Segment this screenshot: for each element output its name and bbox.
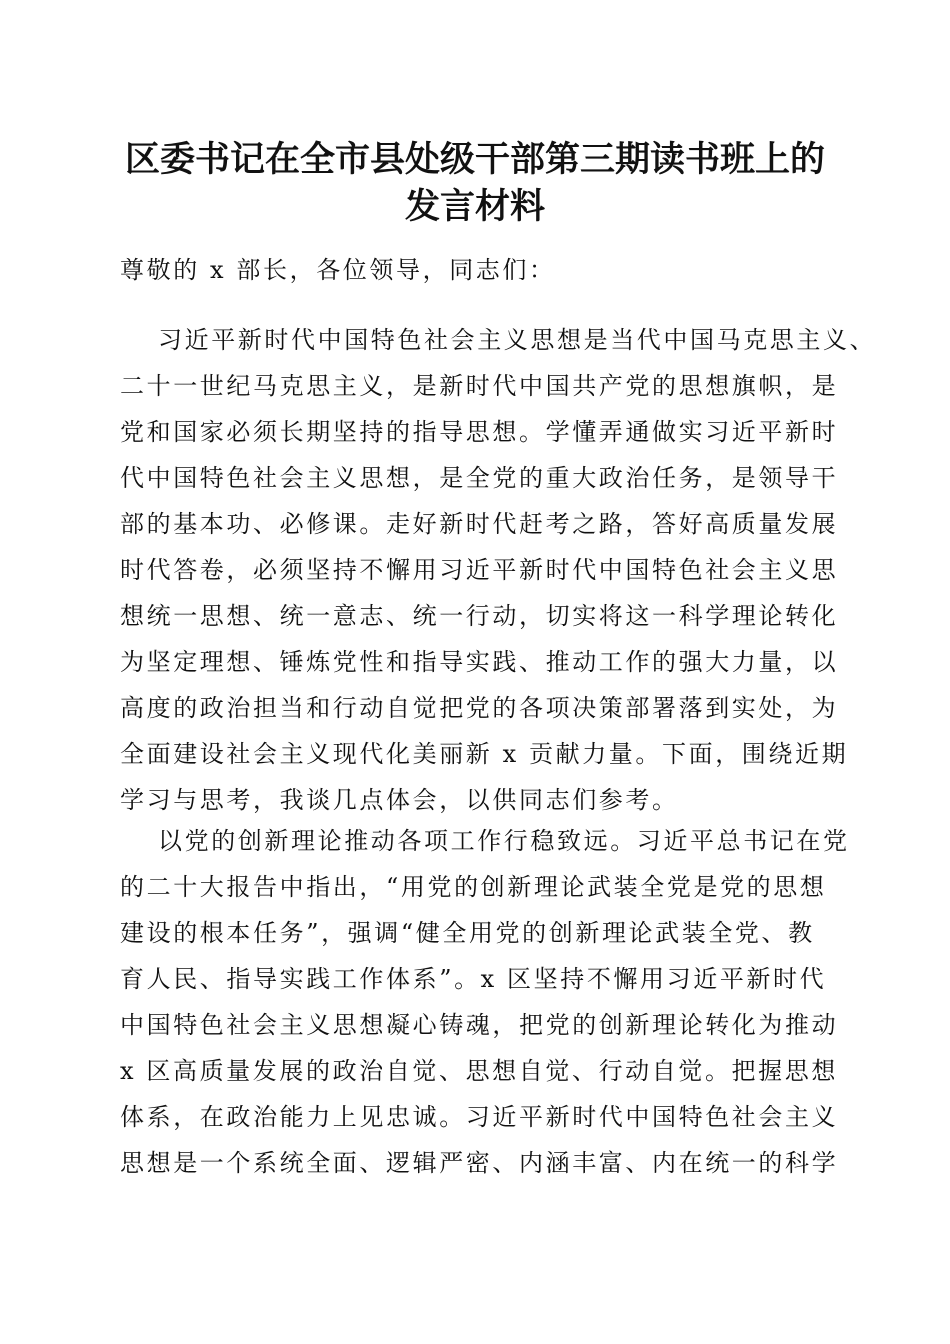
- paragraph-line: 体系，在政治能力上见忠诚。习近平新时代中国特色社会主义: [120, 1103, 839, 1131]
- paragraph-line: 党和国家必须长期坚持的指导思想。学懂弄通做实习近平新时: [120, 418, 839, 446]
- paragraph-line: 二十一世纪马克思主义，是新时代中国共产党的思想旗帜，是: [120, 372, 839, 400]
- paragraph-line: 习近平新时代中国特色社会主义思想是当代中国马克思主义、: [158, 326, 877, 354]
- paragraph-line: 全面建设社会主义现代化美丽新 x 贡献力量。下面，围绕近期: [120, 740, 849, 768]
- paragraph-line: 时代答卷，必须坚持不懈用习近平新时代中国特色社会主义思: [120, 556, 839, 584]
- paragraph-line: x 区高质量发展的政治自觉、思想自觉、行动自觉。把握思想: [120, 1057, 838, 1085]
- paragraph-line: 为坚定理想、锤炼党性和指导实践、推动工作的强大力量，以: [120, 648, 839, 676]
- paragraph-line: 部的基本功、必修课。走好新时代赶考之路，答好高质量发展: [120, 510, 839, 538]
- paragraph-line: 高度的政治担当和行动自觉把党的各项决策部署落到实处，为: [120, 694, 839, 722]
- paragraph-line: 学习与思考，我谈几点体会，以供同志们参考。: [120, 786, 679, 814]
- paragraph-line: 的二十大报告中指出，“用党的创新理论武装全党是党的思想: [120, 873, 827, 901]
- paragraph-line: 想统一思想、统一意志、统一行动，切实将这一科学理论转化: [120, 602, 839, 630]
- paragraph-line: 代中国特色社会主义思想，是全党的重大政治任务，是领导干: [120, 464, 839, 492]
- document-title-line-2: 发言材料: [404, 186, 545, 227]
- document-title-line-1: 区委书记在全市县处级干部第三期读书班上的: [124, 139, 825, 180]
- paragraph-line: 育人民、指导实践工作体系”。x 区坚持不懈用习近平新时代: [120, 965, 827, 993]
- paragraph-line: 以党的创新理论推动各项工作行稳致远。习近平总书记在党: [158, 827, 850, 855]
- paragraph-line: 建设的根本任务”，强调“健全用党的创新理论武装全党、教: [120, 919, 815, 947]
- paragraph-line: 思想是一个系统全面、逻辑严密、内涵丰富、内在统一的科学: [120, 1149, 839, 1177]
- paragraph-line: 中国特色社会主义思想凝心铸魂，把党的创新理论转化为推动: [120, 1011, 839, 1039]
- salutation: 尊敬的 x 部长，各位领导，同志们：: [120, 256, 556, 284]
